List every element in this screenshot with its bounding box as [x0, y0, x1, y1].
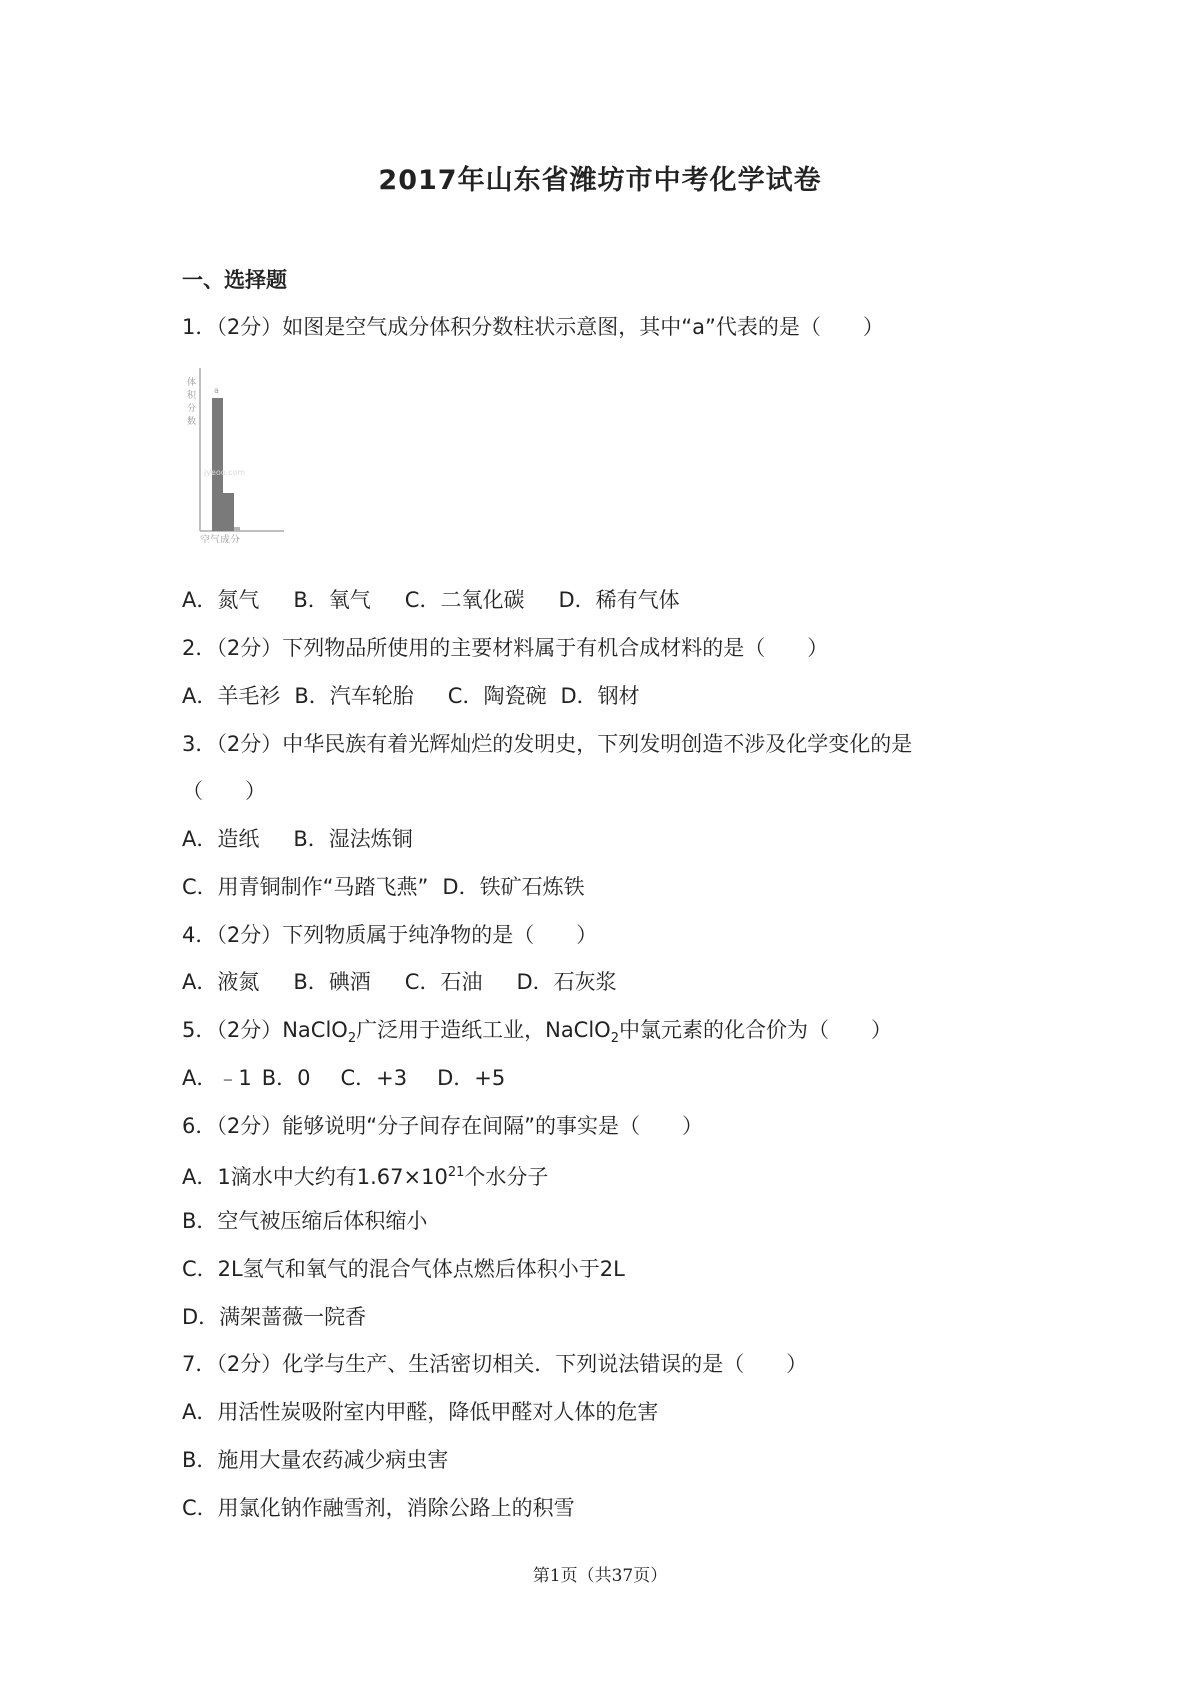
chart-xlabel: 空气成分 [200, 535, 240, 543]
question-7-stem: 7．（2分）化学与生产、生活密切相关．下列说法错误的是（ ） [182, 1352, 808, 1376]
option-c: C．+3 [340, 1066, 408, 1090]
chart-ylabel-vertical [187, 376, 197, 427]
air-composition-chart [186, 363, 290, 543]
ylabel-char: 积 [187, 391, 197, 401]
question-4-stem: 4．（2分）下列物质属于纯净物的是（ ） [182, 923, 598, 947]
option-b: B．0 [261, 1066, 311, 1090]
bar-a [212, 398, 223, 531]
watermark: jyeoo.com [204, 468, 246, 477]
option-d: D．铁矿石炼铁 [442, 875, 585, 899]
chart-svg [186, 363, 290, 543]
question-1-stem: 1．（2分）如图是空气成分体积分数柱状示意图，其中“a”代表的是（ ） [182, 315, 884, 339]
bar-a-label: a [214, 386, 219, 395]
option-d: D．稀有气体 [558, 588, 680, 612]
question-3-stem-cont: （ ） [182, 779, 266, 803]
option-c: C．石油 [404, 970, 483, 994]
bar-b [223, 493, 234, 531]
question-6-option-b: B．空气被压缩后体积缩小 [182, 1209, 428, 1233]
option-d: D．+5 [437, 1066, 506, 1090]
question-7-option-a: A．用活性炭吸附室内甲醛，降低甲醛对人体的危害 [182, 1400, 659, 1424]
subscript: 2 [610, 1031, 619, 1047]
stem-part: 5．（2分）NaClO [182, 1018, 348, 1042]
option-a-text: A．1滴水中大约有1.67×10 [182, 1165, 448, 1189]
option-a: A．造纸 [182, 827, 260, 851]
option-a: A．氮气 [182, 588, 260, 612]
page-footer: 第1页（共37页） [532, 1566, 668, 1586]
question-2-stem: 2．（2分）下列物品所使用的主要材料属于有机合成材料的是（ ） [182, 636, 829, 660]
question-5-options [182, 1064, 505, 1092]
option-b: B．湿法炼铜 [293, 827, 413, 851]
ylabel-char: 分 [187, 404, 197, 414]
option-c: C．二氧化碳 [404, 588, 525, 612]
question-3-options-row2 [182, 873, 585, 901]
subscript: 2 [347, 1031, 357, 1047]
stem-part: 中氯元素的化合价为（ ） [619, 1018, 892, 1042]
option-b: B．碘酒 [293, 970, 371, 994]
section-title: 一、选择题 [182, 268, 287, 292]
question-6-option-a [182, 1159, 548, 1191]
question-4-options [182, 968, 617, 996]
option-b: B．汽车轮胎 [294, 684, 414, 708]
question-6-option-d: D．满架蔷薇一院香 [182, 1305, 367, 1329]
question-5-stem [182, 1016, 892, 1053]
ylabel-char: 体 [187, 378, 197, 388]
question-1-options [182, 586, 680, 614]
option-a-text: 个水分子 [464, 1165, 549, 1189]
question-7-option-c: C．用氯化钠作融雪剂，消除公路上的积雪 [182, 1496, 575, 1520]
stem-part: 广泛用于造纸工业，NaClO [356, 1018, 611, 1042]
option-d: D．石灰浆 [516, 970, 617, 994]
option-d: D．钢材 [560, 684, 640, 708]
page-title: 2017年山东省潍坊市中考化学试卷 [378, 165, 822, 196]
ylabel-char: 数 [187, 417, 197, 427]
question-3-stem: 3．（2分）中华民族有着光辉灿烂的发明史，下列发明创造不涉及化学变化的是 [182, 732, 913, 756]
option-a: A．羊毛衫 [182, 684, 281, 708]
option-a: A．﹣1 [182, 1066, 252, 1090]
question-3-options-row1 [182, 825, 413, 853]
option-b: B．氧气 [293, 588, 371, 612]
question-6-option-c: C．2L氢气和氧气的混合气体点燃后体积小于2L [182, 1257, 625, 1281]
option-a: A．液氮 [182, 970, 260, 994]
option-c: C．陶瓷碗 [447, 684, 547, 708]
option-c: C．用青铜制作“马踏飞燕” [182, 875, 429, 899]
question-2-options [182, 682, 640, 710]
question-6-stem: 6．（2分）能够说明“分子间存在间隔”的事实是（ ） [182, 1114, 703, 1138]
question-7-option-b: B．施用大量农药减少病虫害 [182, 1448, 449, 1472]
superscript: 21 [447, 1165, 465, 1180]
bar-c [234, 527, 240, 531]
